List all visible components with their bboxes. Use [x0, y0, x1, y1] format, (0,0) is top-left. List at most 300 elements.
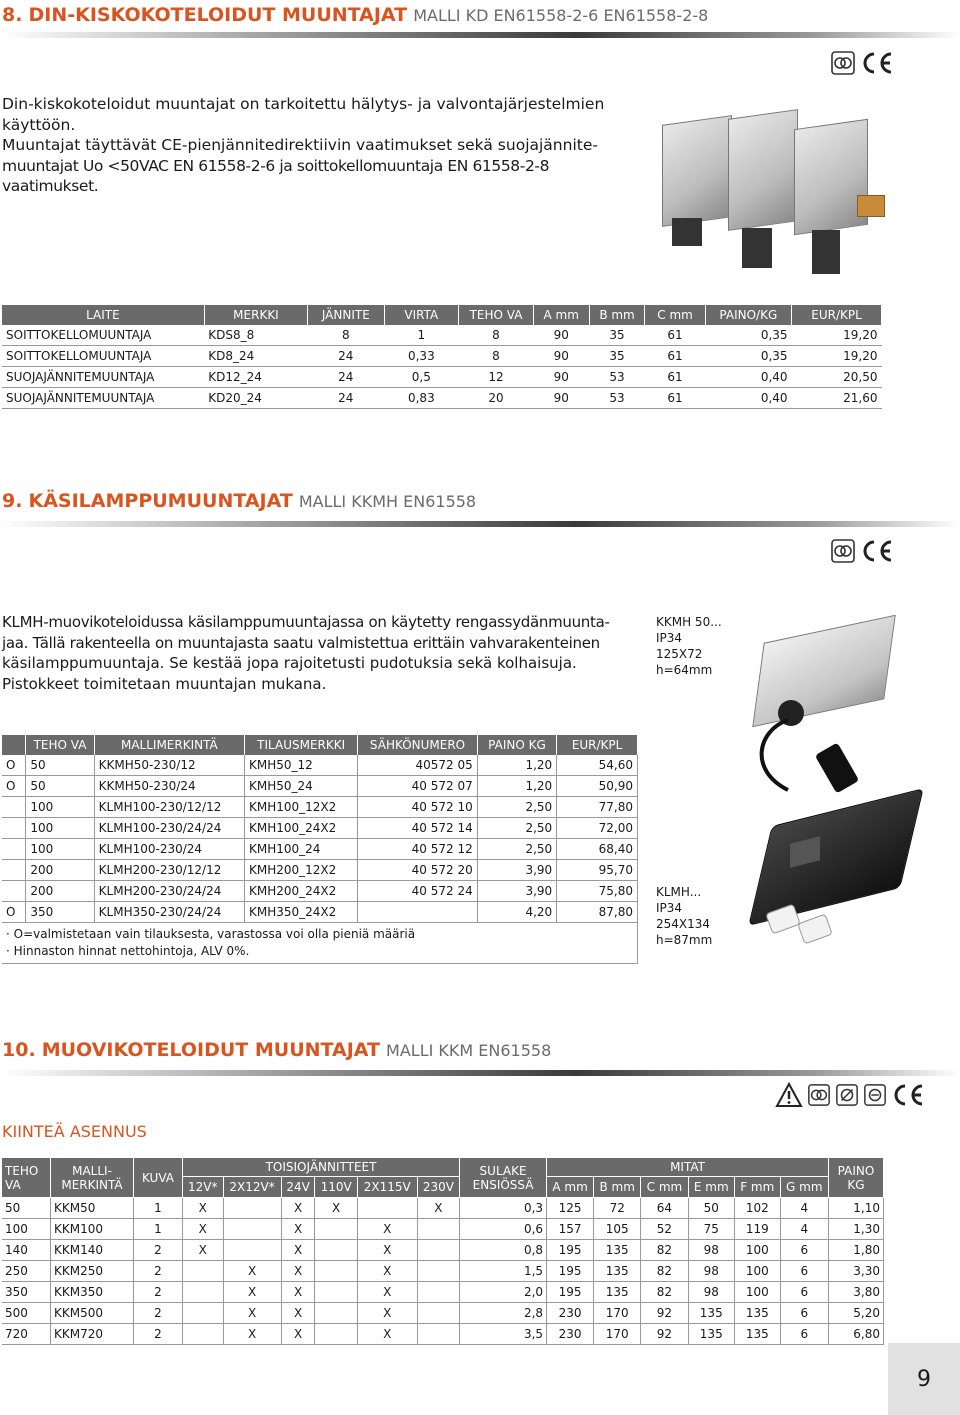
table-cell: 64: [641, 1198, 688, 1219]
table-cell: KKM500: [51, 1303, 134, 1324]
spec-line: KKMH 50...: [656, 615, 722, 629]
table-cell: 75: [688, 1219, 734, 1240]
section9-table: [2, 735, 638, 964]
table-cell: [183, 1282, 224, 1303]
table-cell: X: [183, 1198, 224, 1219]
table-notes: [2, 923, 638, 964]
voltage-header: 24V: [281, 1177, 315, 1198]
table-cell: 61: [645, 388, 705, 409]
table-cell: 92: [641, 1303, 688, 1324]
section10-table: [2, 1158, 884, 1345]
column-header: MERKKI: [204, 305, 307, 325]
table-cell: 61: [645, 325, 705, 346]
table-cell: KMH350_24X2: [245, 902, 358, 923]
table-cell: 195: [547, 1240, 594, 1261]
table-cell: [223, 1240, 281, 1261]
table-cell: 54,60: [557, 755, 638, 776]
table-cell: 100: [26, 797, 94, 818]
table-row: [2, 325, 882, 346]
table-cell: X: [223, 1261, 281, 1282]
table-cell: KKMH50-230/24: [94, 776, 244, 797]
table-cell: 157: [547, 1219, 594, 1240]
table-cell: [2, 839, 26, 860]
table-cell: KMH50_12: [245, 755, 358, 776]
table-cell: 135: [594, 1240, 641, 1261]
table-cell: 200: [26, 860, 94, 881]
short-circuit-proof-icon: [863, 1082, 887, 1108]
table-cell: X: [223, 1324, 281, 1345]
table-cell: X: [281, 1303, 315, 1324]
table-cell: [417, 1324, 459, 1345]
table-cell: 1,10: [829, 1198, 884, 1219]
table-cell: KKM350: [51, 1282, 134, 1303]
table-cell: [2, 860, 26, 881]
table-cell: 230: [547, 1324, 594, 1345]
intro-line: Muuntajat täyttävät CE-pienjännitedirektiivin vaatimukset sekä suojajännite-: [2, 136, 598, 154]
table-cell: 98: [688, 1261, 734, 1282]
table-cell: 0,35: [705, 346, 791, 367]
table-cell: 105: [594, 1219, 641, 1240]
column-header-kuva: KUVA: [134, 1158, 183, 1198]
table-cell: 87,80: [557, 902, 638, 923]
table-cell: [417, 1303, 459, 1324]
section10-marks: [775, 1082, 925, 1108]
table-cell: 2: [134, 1324, 183, 1345]
table-cell: X: [315, 1198, 357, 1219]
dimension-header: F mm: [734, 1177, 780, 1198]
section8-intro: [2, 94, 642, 197]
table-cell: KDS8_8: [204, 325, 307, 346]
table-cell: [315, 1282, 357, 1303]
column-header: TEHO VA: [26, 735, 94, 755]
table-cell: [223, 1219, 281, 1240]
column-header-mitat: MITAT: [547, 1158, 829, 1177]
table-cell: SUOJAJÄNNITEMUUNTAJA: [2, 388, 204, 409]
column-header: LAITE: [2, 305, 204, 325]
table-cell: 98: [688, 1240, 734, 1261]
table-cell: 61: [645, 367, 705, 388]
table-cell: 119: [734, 1219, 780, 1240]
intro-line: jaa. Tällä rakenteella on muuntajasta saatu valmistettua erittäin vahvarakenteinen: [2, 633, 600, 652]
table-cell: [2, 881, 26, 902]
column-header-malli: MALLI- MERKINTÄ: [51, 1158, 134, 1198]
table-cell: 82: [641, 1261, 688, 1282]
table-cell: 61: [645, 346, 705, 367]
table-cell: 40 572 10: [358, 797, 477, 818]
intro-line: Din-kiskokoteloidut muuntajat on tarkoitettu hälytys- ja valvontajärjestelmien: [2, 95, 605, 113]
table-cell: 2: [134, 1282, 183, 1303]
table-cell: KLMH100-230/24/24: [94, 818, 244, 839]
section9-number: 9.: [2, 490, 23, 512]
table-cell: 100: [734, 1261, 780, 1282]
section9-model: MALLI KKMH EN61558: [298, 492, 477, 511]
table-cell: SOITTOKELLOMUUNTAJA: [2, 346, 204, 367]
table-cell: KKM50: [51, 1198, 134, 1219]
section8-table: [2, 305, 882, 409]
table-cell: 35: [589, 325, 645, 346]
section8-marks: [830, 50, 894, 76]
page-number: 9: [888, 1343, 960, 1415]
column-header: JÄNNITE: [308, 305, 384, 325]
table-cell: 50: [26, 755, 94, 776]
table-cell: 53: [589, 388, 645, 409]
ce-mark-icon: [891, 1082, 925, 1108]
section9-divider: [0, 521, 960, 527]
voltage-header: 2X115V: [357, 1177, 417, 1198]
section10-model: MALLI KKM EN61558: [386, 1041, 552, 1060]
safety-transformer-icon: [830, 50, 856, 76]
table-cell: 72: [594, 1198, 641, 1219]
table-cell: [315, 1261, 357, 1282]
table-cell: [315, 1324, 357, 1345]
table-cell: 6: [780, 1240, 828, 1261]
column-header-teho: TEHO VA: [2, 1158, 51, 1198]
voltage-header: 2X12V*: [223, 1177, 281, 1198]
table-cell: 92: [641, 1324, 688, 1345]
column-header-sulake: SULAKE ENSIÖSSÄ: [460, 1158, 547, 1198]
table-cell: 720: [2, 1324, 51, 1345]
table-cell: 170: [594, 1303, 641, 1324]
spec-line: 125X72: [656, 647, 703, 661]
table-cell: 40 572 14: [358, 818, 477, 839]
column-header: SÄHKÖNUMERO: [358, 735, 477, 755]
table-cell: KMH200_24X2: [245, 881, 358, 902]
table-cell: 250: [2, 1261, 51, 1282]
intro-line: KLMH-muovikoteloidussa käsilamppumuuntajassa on käytetty rengassydänmuunta-: [2, 613, 610, 631]
table-cell: X: [357, 1261, 417, 1282]
table-row: [2, 1219, 884, 1240]
table-cell: KD20_24: [204, 388, 307, 409]
table-cell: 68,40: [557, 839, 638, 860]
intro-line: käyttöön.: [2, 115, 76, 134]
section10-heading: [2, 1039, 551, 1061]
table-cell: 2,50: [477, 839, 556, 860]
table-cell: 53: [589, 367, 645, 388]
column-header: PAINO/KG: [705, 305, 791, 325]
table-cell: KKM720: [51, 1324, 134, 1345]
table-cell: 2: [134, 1303, 183, 1324]
table-notes-row: [2, 923, 638, 964]
table-cell: [183, 1303, 224, 1324]
table-cell: 90: [533, 346, 589, 367]
table-cell: 1,80: [829, 1240, 884, 1261]
table-cell: KLMH100-230/12/12: [94, 797, 244, 818]
column-header: TILAUSMERKKI: [245, 735, 358, 755]
section10-divider: [0, 1070, 960, 1076]
table-cell: X: [357, 1303, 417, 1324]
table-cell: [2, 818, 26, 839]
table-row: [2, 1261, 884, 1282]
table-cell: 100: [734, 1282, 780, 1303]
table-cell: X: [357, 1324, 417, 1345]
table-cell: 0,6: [460, 1219, 547, 1240]
table-cell: 19,20: [792, 346, 882, 367]
table-cell: 3,90: [477, 881, 556, 902]
intro-line: muuntajat Uo <50VAC EN 61558-2-6 ja soittokellomuuntaja EN 61558-2-8 vaatimukset.: [2, 156, 550, 195]
table-cell: 8: [459, 325, 534, 346]
table-cell: 6: [780, 1324, 828, 1345]
product2-specs: [656, 884, 712, 948]
table-header-row: [2, 305, 882, 325]
table-cell: 8: [459, 346, 534, 367]
table-row: [2, 1198, 884, 1219]
table-cell: 125: [547, 1198, 594, 1219]
section10-title: MUOVIKOTELOIDUT MUUNTAJAT: [41, 1039, 380, 1061]
table-cell: SOITTOKELLOMUUNTAJA: [2, 325, 204, 346]
table-cell: 0,40: [705, 388, 791, 409]
column-header: [2, 735, 26, 755]
ce-mark-icon: [860, 50, 894, 76]
spec-line: 254X134: [656, 917, 711, 931]
table-cell: 100: [26, 818, 94, 839]
table-header-row: [2, 735, 638, 755]
table-cell: 50: [688, 1198, 734, 1219]
table-cell: X: [223, 1303, 281, 1324]
product1-specs: [656, 614, 722, 678]
klmh-transformer-photo: [740, 800, 940, 960]
column-header: PAINO KG: [477, 735, 556, 755]
table-cell: 0,8: [460, 1240, 547, 1261]
table-cell: 1,20: [477, 776, 556, 797]
table-cell: 135: [688, 1303, 734, 1324]
table-cell: O: [2, 755, 26, 776]
spec-line: h=64mm: [656, 663, 713, 677]
table-cell: KLMH200-230/24/24: [94, 881, 244, 902]
table-cell: 195: [547, 1282, 594, 1303]
table-cell: KKM250: [51, 1261, 134, 1282]
spec-line: KLMH...: [656, 885, 702, 899]
table-row: [2, 839, 638, 860]
table-cell: X: [281, 1219, 315, 1240]
table-cell: 95,70: [557, 860, 638, 881]
table-cell: 195: [547, 1261, 594, 1282]
table-cell: [223, 1198, 281, 1219]
section8-number: 8.: [2, 4, 23, 26]
table-cell: KMH100_24: [245, 839, 358, 860]
table-cell: KMH200_12X2: [245, 860, 358, 881]
table-cell: O: [2, 776, 26, 797]
table-cell: 100: [26, 839, 94, 860]
table-cell: KMH50_24: [245, 776, 358, 797]
table-cell: 40572 05: [358, 755, 477, 776]
table-cell: X: [281, 1324, 315, 1345]
table-cell: 1: [134, 1198, 183, 1219]
dimension-header: A mm: [547, 1177, 594, 1198]
table-cell: KKM100: [51, 1219, 134, 1240]
table-cell: 200: [26, 881, 94, 902]
intro-line: Pistokkeet toimitetaan muuntajan mukana.: [2, 674, 327, 693]
table-row: [2, 367, 882, 388]
table-cell: 40 572 07: [358, 776, 477, 797]
table-cell: 0,33: [384, 346, 459, 367]
table-cell: KD12_24: [204, 367, 307, 388]
table-cell: 6: [780, 1303, 828, 1324]
spec-line: IP34: [656, 901, 683, 915]
section10-subheading: KIINTEÄ ASENNUS: [2, 1122, 147, 1141]
section9-title: KÄSILAMPPUMUUNTAJAT: [28, 490, 293, 512]
column-header-toisio: TOISIOJÄNNITTEET: [183, 1158, 460, 1177]
table-cell: [417, 1261, 459, 1282]
table-cell: 20,50: [792, 367, 882, 388]
table-cell: 98: [688, 1282, 734, 1303]
safety-transformer-icon: [830, 538, 856, 564]
table-cell: [315, 1240, 357, 1261]
table-cell: X: [281, 1282, 315, 1303]
table-cell: 90: [533, 325, 589, 346]
table-cell: 1: [384, 325, 459, 346]
table-cell: 135: [594, 1261, 641, 1282]
table-cell: 72,00: [557, 818, 638, 839]
table-cell: 102: [734, 1198, 780, 1219]
table-cell: 4: [780, 1219, 828, 1240]
column-header: VIRTA: [384, 305, 459, 325]
table-row: [2, 1324, 884, 1345]
section9-heading: [2, 490, 476, 512]
table-cell: 4,20: [477, 902, 556, 923]
ce-mark-icon: [860, 538, 894, 564]
table-cell: 230: [547, 1303, 594, 1324]
table-cell: 5,20: [829, 1303, 884, 1324]
table-row: [2, 1240, 884, 1261]
table-cell: KKMH50-230/12: [94, 755, 244, 776]
table-header-row: [2, 1158, 884, 1177]
safety-transformer-icon: [807, 1082, 831, 1108]
table-cell: [2, 797, 26, 818]
section10-table-body: [2, 1198, 884, 1345]
column-header: A mm: [533, 305, 589, 325]
cable-icon: [738, 710, 828, 800]
voltage-header: 110V: [315, 1177, 357, 1198]
table-cell: 6: [780, 1261, 828, 1282]
table-cell: 0,3: [460, 1198, 547, 1219]
table-cell: KD8_24: [204, 346, 307, 367]
table-cell: 0,5: [384, 367, 459, 388]
column-header: B mm: [589, 305, 645, 325]
section8-title: DIN-KISKOKOTELOIDUT MUUNTAJAT: [28, 4, 408, 26]
table-cell: 135: [594, 1282, 641, 1303]
intro-line: käsilamppumuuntaja. Se kestää jopa rajoitetusti pudotuksia sekä kolhaisuja.: [2, 654, 577, 672]
table-cell: 170: [594, 1324, 641, 1345]
voltage-header: 12V*: [183, 1177, 224, 1198]
table-cell: 8: [308, 325, 384, 346]
dimension-header: C mm: [641, 1177, 688, 1198]
table-row: [2, 755, 638, 776]
table-cell: 40 572 24: [358, 881, 477, 902]
table-cell: X: [357, 1282, 417, 1303]
table-cell: 2,8: [460, 1303, 547, 1324]
table-cell: 3,30: [829, 1261, 884, 1282]
table-cell: KKM140: [51, 1240, 134, 1261]
table-cell: 0,83: [384, 388, 459, 409]
table-cell: 135: [734, 1303, 780, 1324]
table-cell: 4: [780, 1198, 828, 1219]
table-cell: 135: [734, 1324, 780, 1345]
table-cell: 52: [641, 1219, 688, 1240]
table-cell: 2: [134, 1261, 183, 1282]
section8-model: MALLI KD EN61558-2-6 EN61558-2-8: [413, 6, 709, 25]
table-cell: 24: [308, 388, 384, 409]
table-cell: KLMH350-230/24/24: [94, 902, 244, 923]
table-cell: [315, 1219, 357, 1240]
table-cell: 135: [688, 1324, 734, 1345]
section10-number: 10.: [2, 1039, 36, 1061]
table-cell: 500: [2, 1303, 51, 1324]
table-cell: 2,0: [460, 1282, 547, 1303]
table-cell: KMH100_12X2: [245, 797, 358, 818]
table-cell: 100: [734, 1240, 780, 1261]
table-cell: 1,20: [477, 755, 556, 776]
table-row: [2, 818, 638, 839]
column-header: EUR/KPL: [557, 735, 638, 755]
table-cell: KMH100_24X2: [245, 818, 358, 839]
column-header: C mm: [645, 305, 705, 325]
table-row: [2, 1282, 884, 1303]
table-cell: 350: [26, 902, 94, 923]
table-cell: 0,35: [705, 325, 791, 346]
table-cell: 19,20: [792, 325, 882, 346]
table-cell: 3,5: [460, 1324, 547, 1345]
table-cell: 2,50: [477, 818, 556, 839]
table-cell: KLMH200-230/12/12: [94, 860, 244, 881]
table-cell: 0,40: [705, 367, 791, 388]
warning-triangle-icon: [775, 1082, 803, 1108]
table-row: [2, 797, 638, 818]
table-cell: 50: [2, 1198, 51, 1219]
voltage-header: 230V: [417, 1177, 459, 1198]
table-cell: [417, 1240, 459, 1261]
table-cell: 140: [2, 1240, 51, 1261]
table-cell: 6,80: [829, 1324, 884, 1345]
din-rail-transformers-photo: [652, 100, 892, 282]
dimension-header: G mm: [780, 1177, 828, 1198]
table-cell: 24: [308, 346, 384, 367]
table-cell: 12: [459, 367, 534, 388]
spec-line: IP34: [656, 631, 683, 645]
dimension-header: B mm: [594, 1177, 641, 1198]
column-header-paino: PAINO KG: [829, 1158, 884, 1198]
dimension-header: E mm: [688, 1177, 734, 1198]
table-cell: X: [183, 1240, 224, 1261]
note-line: · Hinnaston hinnat nettohintoja, ALV 0%.: [6, 944, 250, 958]
table-cell: 2,50: [477, 797, 556, 818]
table-cell: X: [183, 1219, 224, 1240]
table-cell: 100: [2, 1219, 51, 1240]
table-cell: 90: [533, 367, 589, 388]
table-row: [2, 776, 638, 797]
table-cell: [358, 902, 477, 923]
table-cell: 20: [459, 388, 534, 409]
table-cell: 1,5: [460, 1261, 547, 1282]
section8-heading: [2, 4, 708, 26]
table-cell: SUOJAJÄNNITEMUUNTAJA: [2, 367, 204, 388]
table-cell: 3,80: [829, 1282, 884, 1303]
table-cell: 24: [308, 367, 384, 388]
kkmh-transformer-photo: [738, 620, 938, 800]
table-cell: 2: [134, 1240, 183, 1261]
table-cell: [315, 1303, 357, 1324]
table-cell: [417, 1219, 459, 1240]
table-cell: X: [417, 1198, 459, 1219]
table-cell: [183, 1261, 224, 1282]
table-row: [2, 881, 638, 902]
table-cell: 77,80: [557, 797, 638, 818]
column-header: MALLIMERKINTÄ: [94, 735, 244, 755]
table-cell: [357, 1198, 417, 1219]
table-cell: 35: [589, 346, 645, 367]
table-cell: 75,80: [557, 881, 638, 902]
table-cell: X: [281, 1240, 315, 1261]
table-row: [2, 346, 882, 367]
